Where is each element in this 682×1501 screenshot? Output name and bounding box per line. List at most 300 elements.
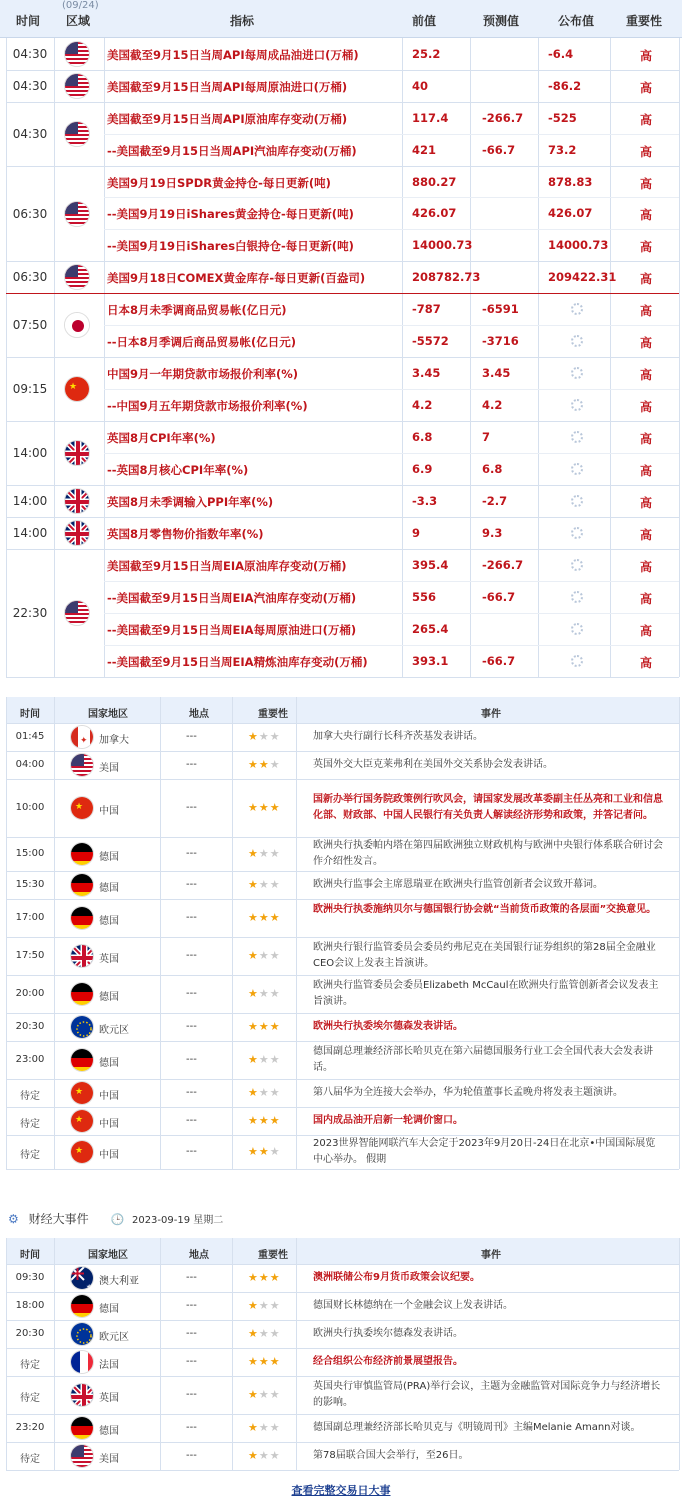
- loading-icon: [571, 335, 583, 347]
- row-divider: [6, 1264, 679, 1265]
- table-column-divider: [160, 1238, 161, 1470]
- event-description[interactable]: 加拿大央行副行长科齐茨基发表讲话。: [313, 731, 483, 742]
- loading-icon: [571, 495, 583, 507]
- event-time: 23:00: [15, 1054, 45, 1065]
- flag-jp-icon: [64, 312, 90, 338]
- loading-icon: [571, 303, 583, 315]
- svg-text:★: ★: [75, 1087, 84, 1097]
- indicator-name[interactable]: --美国截至9月15日当周EIA精炼油库存变动(万桶): [107, 655, 368, 669]
- importance-label: 高: [640, 528, 653, 542]
- svg-text:★: ★: [75, 1115, 84, 1125]
- loading-icon: [571, 399, 583, 411]
- event-time: 待定: [20, 1091, 40, 1102]
- flag-de-icon: [70, 906, 94, 930]
- importance-stars: ★★★: [248, 911, 281, 924]
- event-place: ---: [186, 950, 197, 961]
- table-column-divider: [296, 697, 297, 1169]
- importance-label: 高: [640, 592, 653, 606]
- event-place: ---: [186, 1272, 197, 1283]
- event-description[interactable]: 英国央行审慎监管局(PRA)举行会议，主题为金融监管对国际竞争力与经济增长的影响。: [313, 1381, 661, 1408]
- flag-eu-icon: [70, 1322, 94, 1346]
- event-time: 04:00: [15, 759, 45, 770]
- loading-icon: [571, 655, 583, 667]
- forecast-value: 4.2: [482, 398, 503, 412]
- importance-label: 高: [640, 81, 653, 95]
- importance-label: 高: [640, 49, 653, 63]
- row-divider: [104, 389, 679, 390]
- loading-icon: [571, 591, 583, 603]
- header-forecast: 预测值: [483, 14, 520, 28]
- previous-value: 14000.73: [412, 238, 473, 252]
- importance-stars: ★★★: [248, 1145, 281, 1158]
- event-country: 德国: [99, 1426, 119, 1437]
- indicator-name[interactable]: 美国截至9月15日当周API每周原油进口(万桶): [107, 80, 348, 94]
- flag-cn-icon: [70, 1140, 94, 1164]
- actual-value: 426.07: [548, 206, 593, 220]
- group-divider: [6, 517, 679, 518]
- indicator-name[interactable]: 中国9月一年期贷款市场报价利率(%): [107, 367, 299, 381]
- event-country: 加拿大: [99, 735, 129, 746]
- row-divider: [6, 899, 679, 900]
- group-divider: [6, 549, 679, 550]
- group-divider: [6, 70, 679, 71]
- header-event: 事件: [481, 1250, 501, 1261]
- table-column-divider: [679, 697, 680, 1169]
- group-divider: [6, 102, 679, 103]
- header-event: 事件: [481, 709, 501, 720]
- event-place: ---: [186, 879, 197, 890]
- event-place: ---: [186, 759, 197, 770]
- row-divider: [6, 937, 679, 938]
- indicator-name[interactable]: --美国截至9月15日当周EIA每周原油进口(万桶): [107, 623, 357, 637]
- event-country: 中国: [99, 1150, 119, 1161]
- table-column-divider: [232, 697, 233, 1169]
- header-importance: 重要性: [626, 14, 663, 28]
- event-place: ---: [186, 1422, 197, 1433]
- previous-value: 395.4: [412, 558, 449, 572]
- flag-us-icon: [64, 264, 90, 290]
- event-time: 待定: [20, 1119, 40, 1130]
- importance-label: 高: [640, 560, 653, 574]
- importance-stars: ★★★: [248, 1114, 281, 1127]
- flag-de-icon: [70, 873, 94, 897]
- event-description[interactable]: 欧洲央行监事会主席恩瑞亚在欧洲央行监管创新者会议致开幕词。: [313, 879, 603, 890]
- indicator-name[interactable]: 英国8月CPI年率(%): [107, 431, 216, 445]
- svg-text:★: ★: [86, 1283, 93, 1290]
- actual-value: -525: [548, 111, 577, 125]
- previous-value: 6.8: [412, 430, 433, 444]
- event-place: ---: [186, 1356, 197, 1367]
- indicator-time: 04:30: [12, 47, 48, 61]
- flag-us-icon: [64, 201, 90, 227]
- event-place: ---: [186, 988, 197, 999]
- flag-uk-icon: [70, 1383, 94, 1407]
- importance-stars: ★★★: [248, 1388, 281, 1401]
- previous-value: 40: [412, 79, 429, 93]
- flag-eu-icon: [70, 1015, 94, 1039]
- forecast-value: 7: [482, 430, 491, 444]
- table-column-divider: [679, 1238, 680, 1470]
- event-country: 法国: [99, 1360, 119, 1371]
- table-column-divider: [6, 697, 7, 1169]
- flag-us-icon: [64, 121, 90, 147]
- flag-uk-icon: [64, 520, 90, 546]
- flag-uk-icon: [64, 488, 90, 514]
- event-country: 德国: [99, 992, 119, 1003]
- indicator-time: 07:50: [12, 318, 48, 332]
- event-description[interactable]: 德国副总理兼经济部长哈贝克与《明镜周刊》主编Melanie Amann对谈。: [313, 1422, 641, 1433]
- flag-cn-icon: [70, 1081, 94, 1105]
- forecast-value: 6.8: [482, 462, 503, 476]
- flag-cn-icon: [64, 376, 90, 402]
- event-description[interactable]: 欧洲央行执委施纳贝尔与德国银行协会就“当前货币政策的各层面”交换意见。: [313, 904, 657, 915]
- event-place: ---: [186, 802, 197, 813]
- event-description[interactable]: 欧洲央行监管委员会委员Elizabeth McCaul在欧洲央行监管创新者会议发表主旨演讲。: [313, 980, 659, 1007]
- group-divider: [6, 421, 679, 422]
- forecast-value: -266.7: [482, 558, 524, 572]
- indicator-time: 22:30: [12, 606, 48, 620]
- event-time: 待定: [20, 1360, 40, 1371]
- indicator-name[interactable]: 日本8月未季调商品贸易帐(亿日元): [107, 303, 287, 317]
- previous-value: 393.1: [412, 654, 449, 668]
- importance-stars: ★★★: [248, 801, 281, 814]
- flag-us-icon: [64, 600, 90, 626]
- group-divider: [6, 166, 679, 167]
- flag-uk-icon: [70, 944, 94, 968]
- event-place: ---: [186, 848, 197, 859]
- importance-label: 高: [640, 208, 653, 222]
- row-divider: [6, 1320, 679, 1321]
- loading-icon: [571, 559, 583, 571]
- row-divider: [6, 871, 679, 872]
- actual-value: 14000.73: [548, 238, 609, 252]
- header-place: 地点: [189, 709, 209, 720]
- importance-stars: ★★★: [248, 878, 281, 891]
- event-description[interactable]: 欧洲央行银行监管委员会委员约弗尼克在美国银行证券组织的第28届全金融业CEO会议上发表主旨演讲。: [313, 942, 656, 969]
- previous-value: -5572: [412, 334, 449, 348]
- importance-label: 高: [640, 464, 653, 478]
- importance-label: 高: [640, 624, 653, 638]
- flag-au-icon: [70, 1266, 94, 1290]
- header-actual: 公布值: [558, 14, 595, 28]
- table-bottom-border: [6, 1169, 679, 1170]
- previous-value: 208782.73: [412, 270, 481, 284]
- importance-stars: ★★★: [248, 1421, 281, 1434]
- row-divider: [104, 613, 679, 614]
- forecast-value: -66.7: [482, 654, 516, 668]
- flag-ca-icon: [70, 725, 94, 749]
- event-country: 欧元区: [99, 1025, 129, 1036]
- event-description[interactable]: 澳洲联储公布9月货币政策会议纪要。: [313, 1272, 480, 1283]
- indicator-time: 04:30: [12, 79, 48, 93]
- event-place: ---: [186, 1389, 197, 1400]
- event-place: ---: [186, 1450, 197, 1461]
- actual-value: -86.2: [548, 79, 582, 93]
- event-time: 20:00: [15, 988, 45, 999]
- event-time: 23:20: [15, 1422, 45, 1433]
- event-time: 20:30: [15, 1021, 45, 1032]
- header-country: 国家地区: [88, 709, 128, 720]
- table-column-divider: [232, 1238, 233, 1470]
- loading-icon: [571, 431, 583, 443]
- header-importance: 重要性: [258, 709, 288, 720]
- previous-value: 6.9: [412, 462, 433, 476]
- indicator-name[interactable]: 美国截至9月15日当周EIA原油库存变动(万桶): [107, 559, 347, 573]
- importance-stars: ★★★: [248, 1355, 281, 1368]
- header-indicator: 指标: [230, 14, 255, 28]
- header-country: 国家地区: [88, 1250, 128, 1261]
- indicator-name[interactable]: --美国9月19日iShares白银持仓-每日更新(吨): [107, 239, 354, 253]
- group-divider: [6, 261, 679, 262]
- event-place: ---: [186, 1115, 197, 1126]
- indicator-name[interactable]: --美国截至9月15日当周API汽油库存变动(万桶): [107, 144, 357, 158]
- event-country: 德国: [99, 1058, 119, 1069]
- indicator-time: 06:30: [12, 270, 48, 284]
- event-time: 17:50: [15, 950, 45, 961]
- actual-value: 73.2: [548, 143, 577, 157]
- view-all-events-link[interactable]: 查看完整交易日大事: [291, 1484, 391, 1497]
- event-country: 中国: [99, 806, 119, 817]
- table-bottom-border: [6, 1470, 679, 1471]
- indicator-time: 06:30: [12, 206, 48, 221]
- row-divider: [6, 975, 679, 976]
- event-description[interactable]: 2023世界智能网联汽车大会定于2023年9月20日-24日在北京•中国国际展览中心举办。 假期: [313, 1138, 656, 1165]
- importance-stars: ★★★: [248, 1053, 281, 1066]
- row-divider: [6, 751, 679, 752]
- flag-us-icon: [70, 753, 94, 777]
- event-country: 德国: [99, 883, 119, 894]
- forecast-value: -66.7: [482, 143, 516, 157]
- flag-cn-icon: [70, 1109, 94, 1133]
- loading-icon: [571, 463, 583, 475]
- previous-value: 117.4: [412, 111, 449, 125]
- previous-value: 421: [412, 143, 437, 157]
- group-divider: [6, 293, 679, 294]
- row-divider: [104, 453, 679, 454]
- flag-uk-icon: [64, 440, 90, 466]
- event-time: 15:00: [15, 848, 45, 859]
- row-divider: [104, 645, 679, 646]
- event-time: 17:00: [15, 912, 45, 923]
- importance-label: 高: [640, 113, 653, 127]
- row-divider: [6, 1107, 679, 1108]
- importance-stars: ★★★: [248, 1271, 281, 1284]
- indicator-name[interactable]: 美国9月19日SPDR黄金持仓-每日更新(吨): [107, 176, 331, 190]
- indicator-name[interactable]: --日本8月季调后商品贸易帐(亿日元): [107, 335, 297, 349]
- forecast-value: 9.3: [482, 526, 503, 540]
- event-description[interactable]: 德国副总理兼经济部长哈贝克在第六届德国服务行业工会全国代表大会发表讲话。: [313, 1046, 653, 1073]
- loading-icon: [571, 367, 583, 379]
- previous-value: 25.2: [412, 47, 441, 61]
- table-column-divider: [679, 38, 680, 677]
- event-place: ---: [186, 1087, 197, 1098]
- indicator-name[interactable]: --英国8月核心CPI年率(%): [107, 463, 249, 477]
- event-description[interactable]: 欧洲央行执委埃尔德森发表讲话。: [313, 1021, 463, 1032]
- flag-de-icon: [70, 1294, 94, 1318]
- table-column-divider: [160, 697, 161, 1169]
- event-place: ---: [186, 1300, 197, 1311]
- event-place: ---: [186, 912, 197, 923]
- indicator-table-header: [0, 0, 682, 38]
- row-divider: [6, 1348, 679, 1349]
- header-time: 时间: [20, 1250, 40, 1261]
- event-description[interactable]: 国内成品油开启新一轮调价窗口。: [313, 1115, 463, 1126]
- svg-text:★: ★: [75, 1146, 84, 1156]
- indicator-name[interactable]: 美国截至9月15日当周API原油库存变动(万桶): [107, 112, 348, 126]
- event-time: 09:30: [15, 1272, 45, 1283]
- actual-value: 209422.31: [548, 270, 617, 284]
- row-divider: [6, 1079, 679, 1080]
- row-divider: [6, 1013, 679, 1014]
- indicator-time: 14:00: [12, 526, 48, 540]
- event-description[interactable]: 欧洲央行执委埃尔德森发表讲话。: [313, 1328, 463, 1339]
- importance-label: 高: [640, 145, 653, 159]
- importance-label: 高: [640, 400, 653, 414]
- event-time: 待定: [20, 1454, 40, 1465]
- events-table-header: [6, 697, 679, 723]
- importance-label: 高: [640, 368, 653, 382]
- previous-value: 556: [412, 590, 437, 604]
- event-country: 美国: [99, 763, 119, 774]
- row-divider: [6, 1292, 679, 1293]
- section-title: 财经大事件: [28, 1212, 89, 1226]
- svg-text:✦: ✦: [80, 736, 88, 746]
- event-country: 德国: [99, 852, 119, 863]
- indicator-time: 09:15: [12, 382, 48, 396]
- table-column-divider: [296, 1238, 297, 1470]
- flag-fr-icon: [70, 1350, 94, 1374]
- header-time: 时间: [16, 14, 41, 28]
- event-place: ---: [186, 1021, 197, 1032]
- row-divider: [6, 723, 679, 724]
- row-divider: [6, 1442, 679, 1443]
- row-divider: [104, 581, 679, 582]
- svg-text:★: ★: [75, 802, 84, 812]
- event-description[interactable]: 国新办举行国务院政策例行吹风会，请国家发展改革委副主任丛亮和工业和信息化部、财政部、中国人民银行有关负责人解读经济形势和政策，并答记者问。: [313, 794, 663, 821]
- importance-label: 高: [640, 432, 653, 446]
- event-time: 15:30: [15, 879, 45, 890]
- group-divider: [6, 677, 679, 678]
- row-divider: [104, 197, 679, 198]
- event-country: 中国: [99, 1119, 119, 1130]
- indicator-time: 14:00: [12, 494, 48, 508]
- loading-icon: [571, 623, 583, 635]
- indicator-name[interactable]: 美国9月18日COMEX黄金库存-每日更新(百盎司): [107, 271, 366, 285]
- previous-value: 880.27: [412, 175, 457, 189]
- header-previous: 前值: [412, 14, 437, 28]
- table-column-divider: [54, 697, 55, 1169]
- importance-stars: ★★★: [248, 1299, 281, 1312]
- row-divider: [6, 1376, 679, 1377]
- importance-stars: ★★★: [248, 1449, 281, 1462]
- forecast-value: -3716: [482, 334, 519, 348]
- chart-settings-icon: ⚙: [8, 1212, 19, 1226]
- importance-stars: ★★★: [248, 987, 281, 1000]
- event-description[interactable]: 第78届联合国大会举行，至26日。: [313, 1450, 469, 1461]
- importance-stars: ★★★: [248, 1020, 281, 1033]
- group-divider: [6, 485, 679, 486]
- indicator-name[interactable]: --美国9月19日iShares黄金持仓-每日更新(吨): [107, 207, 354, 221]
- flag-us-icon: [64, 73, 90, 99]
- header-region: 区域: [66, 14, 91, 28]
- event-description[interactable]: 第八届华为全连接大会举办，华为轮值董事长孟晚舟将发表主题演讲。: [313, 1087, 623, 1098]
- header-importance: 重要性: [258, 1250, 288, 1261]
- flag-us-icon: [70, 1444, 94, 1468]
- event-time: 待定: [20, 1393, 40, 1404]
- flag-de-icon: [70, 842, 94, 866]
- flag-de-icon: [70, 1416, 94, 1440]
- event-description[interactable]: 经合组织公布经济前景展望报告。: [313, 1356, 463, 1367]
- event-place: ---: [186, 1054, 197, 1065]
- event-country: 欧元区: [99, 1332, 129, 1343]
- event-place: ---: [186, 1328, 197, 1339]
- header-time: 时间: [20, 709, 40, 720]
- event-country: 德国: [99, 916, 119, 927]
- event-description[interactable]: 欧洲央行执委帕内塔在第四届欧洲独立财政机构与欧洲中央银行体系联合研讨会作介绍性发言。: [313, 840, 663, 867]
- importance-stars: ★★★: [248, 758, 281, 771]
- date-tag: (09/24): [62, 0, 99, 11]
- svg-text:★: ★: [69, 382, 78, 392]
- event-time: 20:30: [15, 1328, 45, 1339]
- clock-icon: 🕒: [110, 1213, 125, 1226]
- event-country: 美国: [99, 1454, 119, 1465]
- row-divider: [104, 229, 679, 230]
- flag-us-icon: [64, 41, 90, 67]
- previous-value: 3.45: [412, 366, 441, 380]
- event-country: 英国: [99, 1393, 119, 1404]
- indicator-time: 14:00: [12, 446, 48, 460]
- importance-label: 高: [640, 656, 653, 670]
- event-time: 01:45: [15, 731, 45, 742]
- importance-stars: ★★★: [248, 847, 281, 860]
- forecast-value: -2.7: [482, 494, 508, 508]
- importance-label: 高: [640, 177, 653, 191]
- indicator-name[interactable]: --美国截至9月15日当周EIA汽油库存变动(万桶): [107, 591, 357, 605]
- forecast-value: 3.45: [482, 366, 511, 380]
- forecast-value: -266.7: [482, 111, 524, 125]
- table-column-divider: [6, 1238, 7, 1470]
- indicator-name[interactable]: 英国8月未季调输入PPI年率(%): [107, 495, 274, 509]
- importance-label: 高: [640, 240, 653, 254]
- row-divider: [6, 1041, 679, 1042]
- previous-value: -3.3: [412, 494, 438, 508]
- forecast-value: -6591: [482, 302, 519, 316]
- actual-value: 878.83: [548, 175, 593, 189]
- loading-icon: [571, 527, 583, 539]
- importance-stars: ★★★: [248, 949, 281, 962]
- previous-value: 426.07: [412, 206, 457, 220]
- event-description[interactable]: 德国财长林德纳在一个金融会议上发表讲话。: [313, 1300, 513, 1311]
- importance-stars: ★★★: [248, 1327, 281, 1340]
- section-header: [8, 1210, 223, 1227]
- event-time: 10:00: [15, 802, 45, 813]
- flag-de-icon: [70, 1048, 94, 1072]
- previous-value: 9: [412, 526, 421, 540]
- event-description[interactable]: 英国外交大臣克莱弗利在美国外交关系协会发表讲话。: [313, 759, 553, 770]
- section-date: 2023-09-19 星期二: [131, 1215, 224, 1226]
- indicator-name[interactable]: 英国8月零售物价指数年率(%): [107, 527, 264, 541]
- event-country: 德国: [99, 1304, 119, 1315]
- event-place: ---: [186, 731, 197, 742]
- flag-de-icon: [70, 982, 94, 1006]
- previous-value: -787: [412, 302, 441, 316]
- indicator-name[interactable]: --中国9月五年期贷款市场报价利率(%): [107, 399, 308, 413]
- importance-label: 高: [640, 304, 653, 318]
- importance-stars: ★★★: [248, 1086, 281, 1099]
- previous-value: 4.2: [412, 398, 433, 412]
- event-country: 中国: [99, 1091, 119, 1102]
- indicator-name[interactable]: 美国截至9月15日当周API每周成品油进口(万桶): [107, 48, 359, 62]
